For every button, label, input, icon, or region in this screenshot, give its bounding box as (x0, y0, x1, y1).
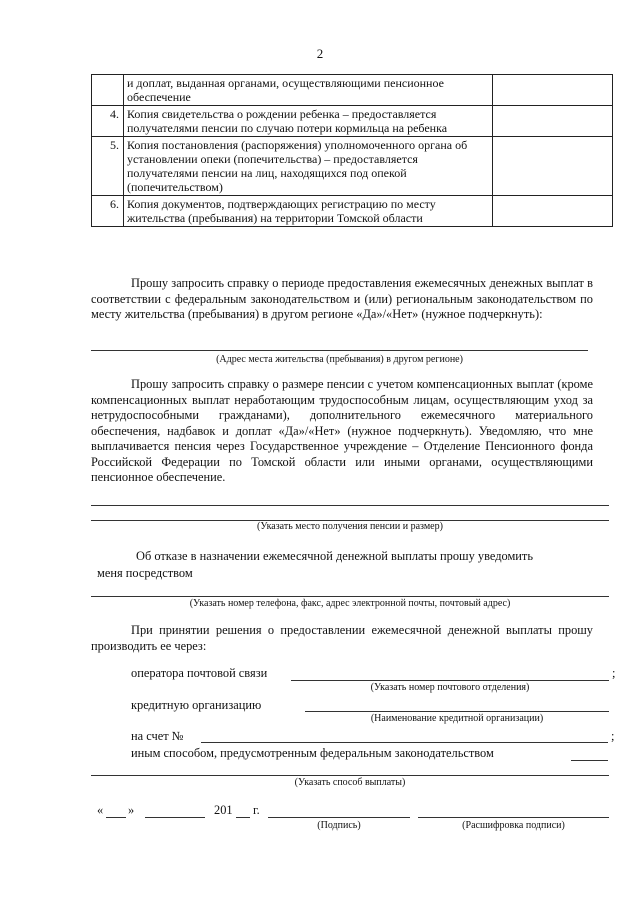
row-number: 4. (92, 106, 124, 137)
notification-contact-caption: (Указать номер телефона, факс, адрес электронной почты, почтовый адрес) (189, 598, 511, 609)
request-pension-text: Прошу запросить справку о размере пенсии с учетом компенсационных выплат (кроме компенсационных выплат неработающим трудоспособным лицам, осуществляющим уход за нетрудоспособными гражданами), дополнительного ежемесячного материального обеспечения, надбавок и доплат «Да»/«Нет» (нужное подчеркнуть). Уведомляю, что мне выплачивается пенсия через Государственное учреждение – Отделение Пенсионного фонда Российской Федерации по Томской области или иными органами, осуществляющими пенсионное обеспечение. (91, 377, 593, 484)
page-number: 2 (316, 46, 324, 61)
payment-intro: При принятии решения о предоставлении ежемесячной денежной выплаты прошу производить ее через: (91, 623, 593, 653)
table-row (92, 196, 613, 227)
date-open-quote: « (97, 803, 104, 817)
signature-caption: (Подпись) (317, 820, 361, 831)
row-text: Копия свидетельства о рождении ребенка – предоставляется получателями пенсии по случаю потери кормильца на ребенка (124, 106, 493, 137)
postal-semicolon: ; (612, 666, 616, 680)
payment-method-field[interactable] (91, 775, 609, 776)
notification-contact-field[interactable] (91, 596, 609, 597)
account-semicolon: ; (611, 729, 615, 743)
other-method-field[interactable] (571, 760, 608, 761)
date-month-field[interactable] (145, 817, 205, 818)
row-text: и доплат, выданная органами, осуществляющими пенсионное обеспечение (124, 75, 493, 106)
row-number: 5. (92, 137, 124, 196)
pension-place-field-1[interactable] (91, 505, 609, 506)
credit-org-caption: (Наименование кредитной организации) (370, 713, 544, 724)
table-row (92, 137, 613, 196)
date-day-field[interactable] (106, 817, 126, 818)
date-year-field[interactable] (236, 817, 250, 818)
date-year-prefix: 201 (214, 803, 233, 817)
date-year-suffix: г. (253, 803, 260, 817)
row-number (92, 75, 124, 106)
row-mark-cell[interactable] (493, 196, 613, 227)
postal-operator-label: оператора почтовой связи (131, 666, 268, 680)
table-row (92, 106, 613, 137)
row-text: Копия документов, подтверждающих регистрацию по месту жительства (пребывания) на территории Томской области (124, 196, 493, 227)
refusal-text-line2: меня посредством (97, 566, 193, 580)
date-close-quote: » (128, 803, 135, 817)
row-mark-cell[interactable] (493, 137, 613, 196)
postal-office-field[interactable] (291, 680, 609, 681)
account-number-field[interactable] (201, 742, 608, 743)
account-label: на счет № (131, 729, 184, 743)
row-mark-cell[interactable] (493, 106, 613, 137)
row-text: Копия постановления (распоряжения) уполномоченного органа об установлении опеки (попечительства) – предоставляется получателями пенсии на лиц, находящихся под опекой (попечительством) (124, 137, 493, 196)
signature-field[interactable] (268, 817, 410, 818)
other-method-label: иным способом, предусмотренным федеральным законодательством (131, 746, 494, 760)
payment-method-caption: (Указать способ выплаты) (294, 777, 406, 788)
documents-table (91, 74, 613, 227)
request-period-text: Прошу запросить справку о периоде предоставления ежемесячных денежных выплат в соответствии с федеральным законодательством и (или) региональным законодательством по месту жительства (пребывания) в другом регионе «Да»/«Нет» (нужное подчеркнуть): (91, 276, 593, 321)
postal-office-caption: (Указать номер почтового отделения) (370, 682, 530, 693)
table-row (92, 75, 613, 106)
refusal-text-line1: Об отказе в назначении ежемесячной денежной выплаты прошу уведомить (136, 549, 534, 563)
address-other-region-caption: (Адрес места жительства (пребывания) в другом регионе) (216, 354, 463, 365)
row-mark-cell[interactable] (493, 75, 613, 106)
signature-decode-field[interactable] (418, 817, 609, 818)
signature-decode-caption: (Расшифровка подписи) (462, 820, 565, 831)
pension-place-caption: (Указать место получения пенсии и размер) (257, 521, 443, 532)
credit-org-label: кредитную организацию (131, 698, 262, 712)
address-other-region-field[interactable] (91, 350, 588, 351)
credit-org-field[interactable] (305, 711, 609, 712)
row-number: 6. (92, 196, 124, 227)
